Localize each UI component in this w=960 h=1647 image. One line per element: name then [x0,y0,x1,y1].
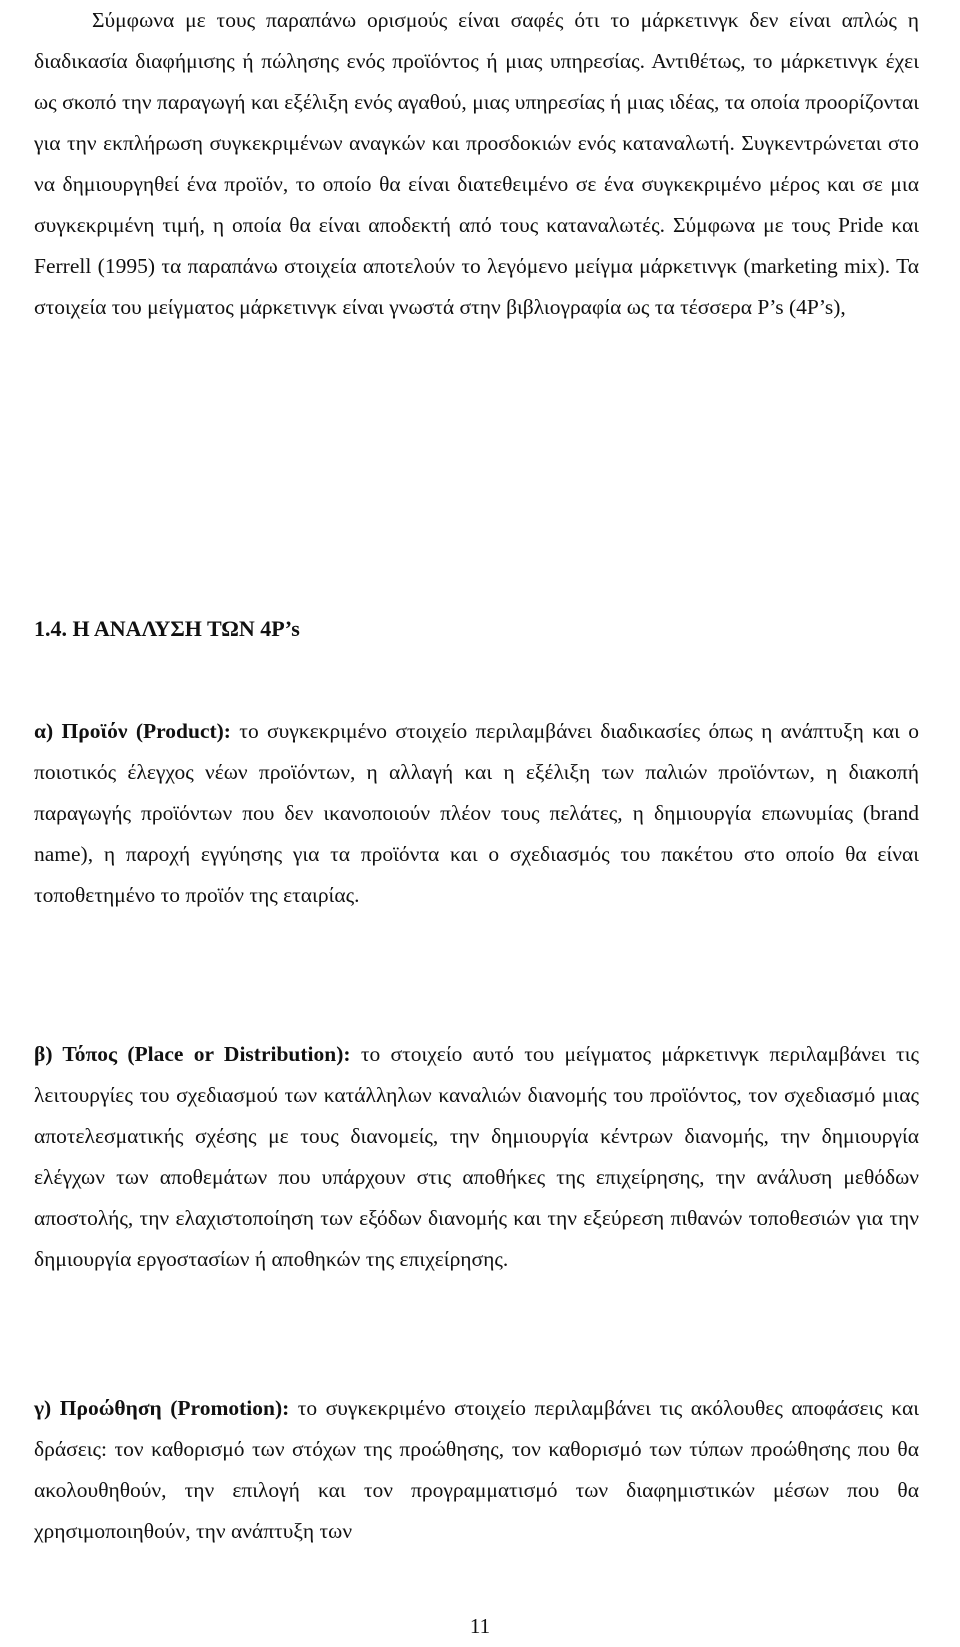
place-lead: β) Τόπος (Place or Distribution): [34,1042,351,1066]
intro-text: Σύμφωνα με τους παραπάνω ορισμούς είναι σαφές ότι το μάρκετινγκ δεν είναι απλώς η διαδικασία διαφήμισης ή πώλησης ενός προϊόντος ή μιας υπηρεσίας. Αντιθέτως, το μάρκετινγκ έχει ως σκοπό την παραγωγή και εξέλιξη ενός αγαθού, μιας υπηρεσίας ή μιας ιδέας, τα οποία προορίζονται για την εκπλήρωση συγκεκριμένων αναγκών και προσδοκιών ενός καταναλωτή. Συγκεντρώνεται στο να δημιουργηθεί ένα προϊόν, το οποίο θα είναι διατεθειμένο σε ένα συγκεκριμένο μέρος και σε μια συγκεκριμένη τιμή, η οποία θα είναι αποδεκτή από τους καταναλωτές. Σύμφωνα με τους Pride και Ferrell (1995) τα παραπάνω στοιχεία αποτελούν το λεγόμενο μείγμα μάρκετινγκ (marketing mix). Τα στοιχεία του μείγματος μάρκετινγκ είναι γνωστά στην βιβλιογραφία ως τα τέσσερα P’s (4P’s), [34,8,919,319]
intro-paragraph [34,0,919,328]
place-text: το στοιχείο αυτό του μείγματος μάρκετινγκ περιλαμβάνει τις λειτουργίες του σχεδιασμού των κατάλληλων καναλιών διανομής του προϊόντος, τον σχεδιασμό μιας αποτελεσματικής σχέσης με τους διανομείς, την δημιουργία κέντρων διανομής, την δημιουργία ελέγχων των αποθεμάτων που υπάρχουν στις αποθήκες της επιχείρησης, την ανάλυση μεθόδων αποστολής, την ελαχιστοποίηση των εξόδων διανομής και την εξεύρεση πιθανών τοποθεσιών για την δημιουργία εργοστασίων ή αποθηκών της επιχείρησης. [34,1042,919,1271]
product-lead: α) Προϊόν (Product): [34,719,231,743]
promotion-lead: γ) Προώθηση (Promotion): [34,1396,290,1420]
product-text: το συγκεκριμένο στοιχείο περιλαμβάνει διαδικασίες όπως η ανάπτυξη και ο ποιοτικός έλεγχος νέων προϊόντων, η αλλαγή και η εξέλιξη των παλιών προϊόντων, η διακοπή παραγωγής προϊόντων που δεν ικανοποιούν πλέον τους πελάτες, η δημιουργία επωνυμίας (brand name), η παροχή εγγύησης για τα προϊόντα και ο σχεδιασμός του πακέτου στο οποίο θα είναι τοποθετημένο το προϊόν της εταιρίας. [34,719,919,907]
page-number: 11 [469,1614,491,1638]
promotion-paragraph [34,1388,919,1552]
section-heading: 1.4. Η ΑΝΑΛΥΣΗ ΤΩΝ 4P’s [34,616,300,641]
promotion-text: το συγκεκριμένο στοιχείο περιλαμβάνει τις ακόλουθες αποφάσεις και δράσεις: τον καθορισμό των στόχων της προώθησης, τον καθορισμό των τύπων προώθησης που θα ακολουθηθούν, την επιλογή και τον προγραμματισμό των διαφημιστικών μέσων που θα χρησιμοποιηθούν, την ανάπτυξη των [34,1396,920,1543]
place-paragraph [34,1034,919,1280]
product-paragraph [34,711,919,916]
